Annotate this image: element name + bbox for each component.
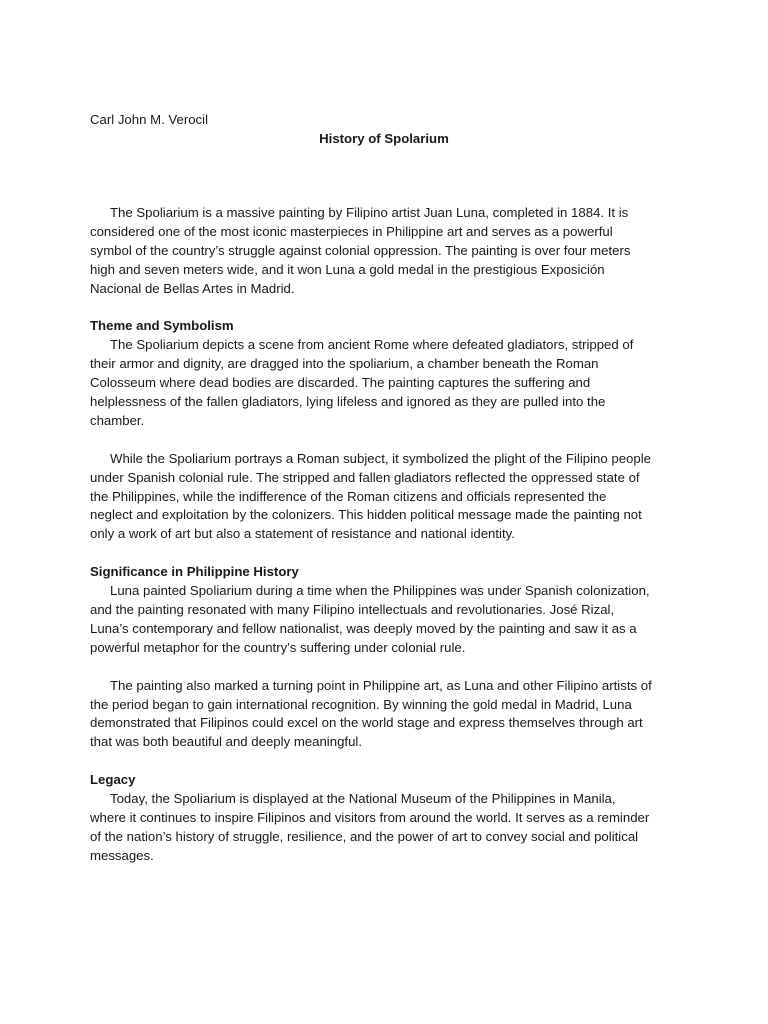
paragraph-line: demonstrated that Filipinos could excel on the world stage and express themselves through art	[90, 715, 643, 731]
section-heading: Theme and Symbolism	[90, 318, 234, 334]
paragraph-line: the period began to gain international recognition. By winning the gold medal in Madrid, Luna	[90, 696, 632, 712]
section-paragraph	[90, 582, 690, 658]
paragraph-line: the Philippines, while the indifference of the Roman citizens and officials represented the	[90, 488, 607, 504]
paragraph-line: helplessness of the fallen gladiators, lying lifeless and ignored as they are pulled into the	[90, 394, 606, 410]
document-title: History of Spolarium	[319, 131, 449, 146]
paragraph-line: where it continues to inspire Filipinos and visitors from around the world. It serves as a reminder	[90, 809, 650, 825]
paragraph-line: powerful metaphor for the country's suffering under colonial rule.	[90, 639, 466, 655]
paragraph-line: of the nation’s history of struggle, resilience, and the power of art to convey social and political	[90, 828, 639, 844]
paragraph-line: under Spanish colonial rule. The stripped and fallen gladiators reflected the oppressed state of	[90, 469, 640, 485]
paragraph-line: The Spoliarium is a massive painting by Filipino artist Juan Luna, completed in 1884. It is	[110, 205, 629, 220]
section-paragraph	[90, 450, 690, 545]
paragraph-line: messages.	[90, 847, 154, 863]
paragraph-line: Luna’s contemporary and fellow nationalist, was deeply moved by the painting and saw it as a	[90, 620, 637, 636]
paragraph-line: The painting also marked a turning point in Philippine art, as Luna and other Filipino artists of	[110, 677, 652, 693]
section-heading: Significance in Philippine History	[90, 564, 299, 580]
paragraph-line: neglect and exploitation by the colonizers. This hidden political message made the painting not	[90, 507, 642, 523]
document-body	[90, 204, 690, 885]
paragraph-line: Colosseum where dead bodies are discarded. The painting captures the suffering and	[90, 375, 591, 391]
section-paragraph	[90, 336, 690, 431]
paragraph-line: The Spoliarium depicts a scene from ancient Rome where defeated gladiators, stripped of	[110, 337, 634, 353]
intro-paragraph	[90, 204, 690, 299]
author-name: Carl John M. Verocil	[90, 112, 208, 127]
paragraph-line: Luna painted Spoliarium during a time when the Philippines was under Spanish colonization,	[110, 583, 650, 599]
paragraph-line: symbol of the country’s struggle against colonial oppression. The painting is over four meters	[90, 242, 631, 258]
section-paragraph	[90, 677, 690, 753]
paragraph-line: Nacional de Bellas Artes in Madrid.	[90, 280, 295, 296]
paragraph-line: Today, the Spoliarium is displayed at the National Museum of the Philippines in Manila,	[110, 791, 616, 807]
paragraph-line: their armor and dignity, are dragged into the spoliarium, a chamber beneath the Roman	[90, 356, 599, 372]
paragraph-line: chamber.	[90, 412, 145, 428]
section-paragraph	[90, 790, 690, 866]
paragraph-line: and the painting resonated with many Filipino intellectuals and revolutionaries. José Rizal,	[90, 601, 615, 617]
paragraph-line: that was both beautiful and deeply meaningful.	[90, 734, 362, 750]
section-heading: Legacy	[90, 772, 136, 788]
paragraph-line: only a work of art but also a statement of resistance and national identity.	[90, 526, 515, 542]
paragraph-line: considered one of the most iconic masterpieces in Philippine art and serves as a powerful	[90, 223, 613, 239]
paragraph-line: While the Spoliarium portrays a Roman subject, it symbolized the plight of the Filipino people	[110, 450, 651, 466]
paragraph-line: high and seven meters wide, and it won Luna a gold medal in the prestigious Exposición	[90, 261, 605, 277]
